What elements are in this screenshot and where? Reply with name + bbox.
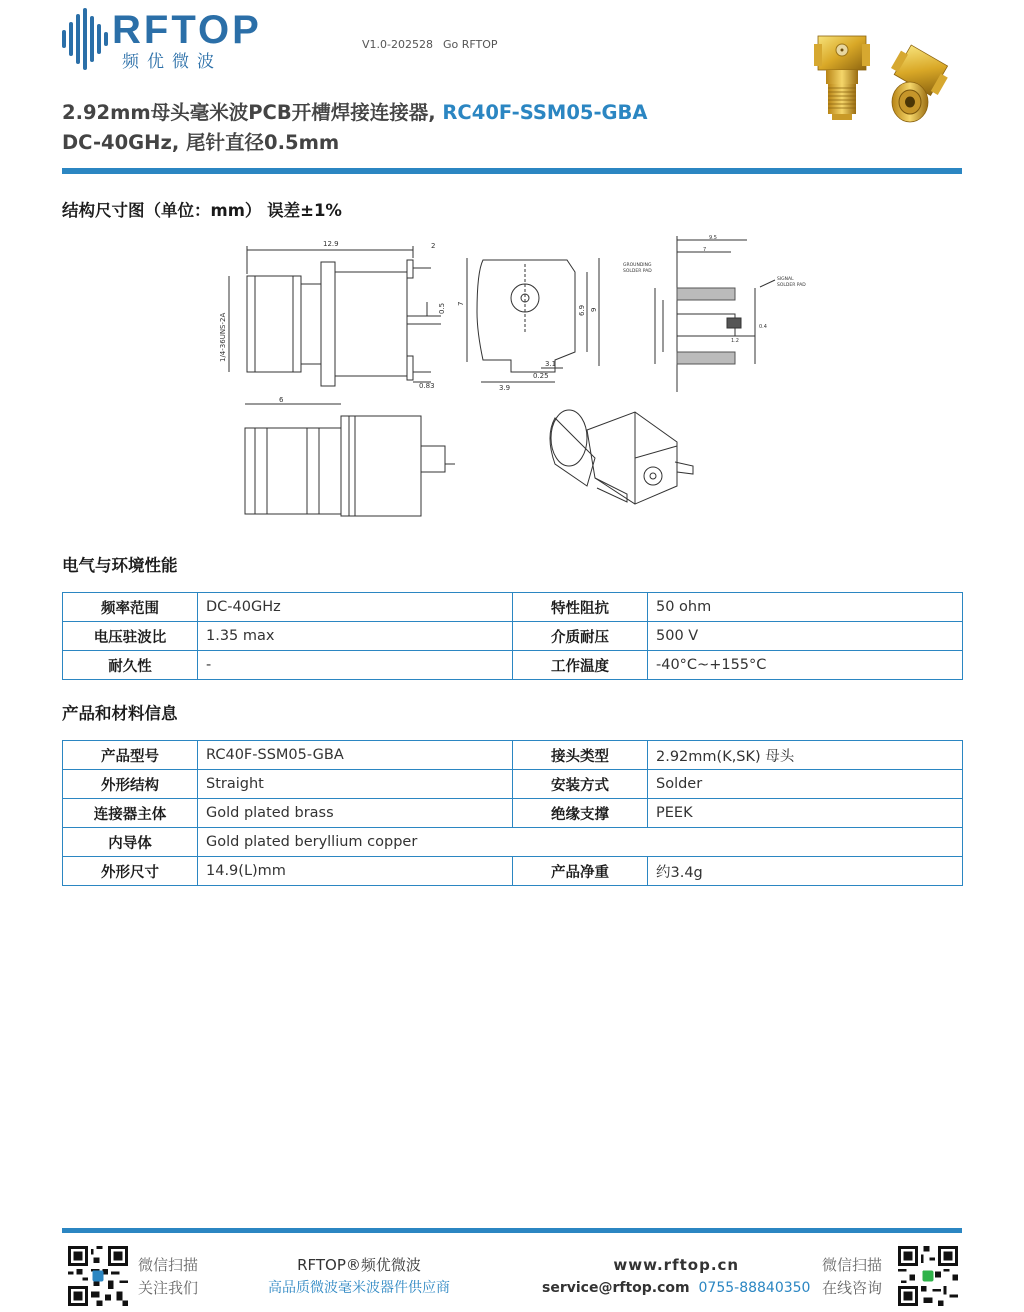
dim-6: 6 <box>279 396 284 404</box>
wechat-scan-label: 微信扫描 <box>138 1256 199 1274</box>
dim-1-2: 1.2 <box>731 338 739 344</box>
version-number: V1.0-202528 <box>362 38 433 51</box>
table-key: 产品型号 <box>63 741 198 770</box>
table-key: 外形结构 <box>63 770 198 799</box>
electrical-section-title: 电气与环境性能 <box>62 556 178 575</box>
isometric-drawing <box>550 410 693 504</box>
table-key: 外形尺寸 <box>63 857 198 886</box>
table-key: 连接器主体 <box>63 799 198 828</box>
table-key: 耐久性 <box>63 651 198 680</box>
table-key: 工作温度 <box>513 651 648 680</box>
logo-subtitle: 频优微波 <box>122 52 222 72</box>
table-value: Gold plated brass <box>198 799 513 828</box>
rftop-logo <box>62 2 272 74</box>
phone-number: 0755-88840350 <box>698 1280 811 1296</box>
table-value: 500 V <box>648 622 963 651</box>
dim-0-5: 0.5 <box>438 302 446 314</box>
table-value: 2.92mm(K,SK) 母头 <box>648 741 963 770</box>
dimension-drawings <box>215 232 815 522</box>
table-value: Gold plated beryllium copper <box>198 828 963 857</box>
product-model: RC40F-SSM05-GBA <box>442 101 648 124</box>
electrical-table <box>62 592 963 680</box>
footer-follow <box>138 1254 198 1300</box>
table-key: 产品净重 <box>513 857 648 886</box>
footer-divider <box>62 1228 962 1233</box>
side-view-drawing <box>229 246 441 386</box>
email-link[interactable]: service@rftop.com <box>542 1280 690 1296</box>
front-view-drawing <box>467 258 599 382</box>
dim-6-9: 6.9 <box>578 304 586 316</box>
table-value: PEEK <box>648 799 963 828</box>
table-value: 14.9(L)mm <box>198 857 513 886</box>
table-value: Solder <box>648 770 963 799</box>
product-section-title: 产品和材料信息 <box>62 704 178 723</box>
label-grounding: GROUNDING <box>623 263 652 268</box>
product-title <box>62 97 648 125</box>
dim-0-25: 0.25 <box>533 372 549 380</box>
table-row <box>63 651 963 680</box>
table-value: 1.35 max <box>198 622 513 651</box>
table-key: 接头类型 <box>513 741 648 770</box>
version-info <box>362 38 508 51</box>
table-row <box>63 622 963 651</box>
table-row <box>63 593 963 622</box>
table-row <box>63 857 963 886</box>
page-footer <box>62 1240 962 1310</box>
footer-consult <box>822 1254 882 1300</box>
table-key: 频率范围 <box>63 593 198 622</box>
label-signal-pad: SOLDER PAD <box>777 283 806 288</box>
table-key: 电压驻波比 <box>63 622 198 651</box>
label-grounding-pad: SOLDER PAD <box>623 269 652 274</box>
table-value: -40°C~+155°C <box>648 651 963 680</box>
dim-3-9: 3.9 <box>499 384 511 392</box>
wechat-qr-code <box>68 1246 128 1306</box>
logo-wave-icon <box>62 8 110 70</box>
header-divider <box>62 168 962 174</box>
dim-9-5: 9.5 <box>709 235 717 241</box>
company-name: RFTOP®频优微波 <box>297 1256 421 1274</box>
table-key: 特性阻抗 <box>513 593 648 622</box>
table-row <box>63 770 963 799</box>
dim-2: 2 <box>431 242 436 250</box>
table-value: DC-40GHz <box>198 593 513 622</box>
table-value: Straight <box>198 770 513 799</box>
dim-0-4: 0.4 <box>759 324 767 330</box>
website-link[interactable]: www.rftop.cn <box>613 1256 740 1274</box>
dim-7b: 7 <box>703 247 707 253</box>
label-signal: SIGNAL <box>777 277 794 282</box>
follow-us-label: 关注我们 <box>138 1279 199 1297</box>
product-photo <box>810 30 960 130</box>
dim-3-1: 3.1 <box>545 360 557 368</box>
table-key: 介质耐压 <box>513 622 648 651</box>
table-value: 50 ohm <box>648 593 963 622</box>
table-row <box>63 741 963 770</box>
pcb-footprint-drawing <box>655 236 775 392</box>
table-value: - <box>198 651 513 680</box>
online-consult-label: 在线咨询 <box>822 1279 883 1297</box>
consult-qr-code <box>898 1246 958 1306</box>
logo-text: RFTOP <box>112 8 262 52</box>
wechat-scan-label-2: 微信扫描 <box>822 1256 883 1274</box>
table-value: RC40F-SSM05-GBA <box>198 741 513 770</box>
footer-company <box>268 1254 450 1300</box>
table-row <box>63 828 963 857</box>
dim-9: 9 <box>590 307 598 312</box>
drawing-section-title: 结构尺寸图（单位：mm） 误差±1% <box>62 201 342 220</box>
dim-12-9: 12.9 <box>323 240 339 248</box>
product-subtitle: DC-40GHz, 尾针直径0.5mm <box>62 131 340 154</box>
product-table <box>62 740 963 886</box>
dim-thread: 1/4-36UNS-2A <box>219 312 227 362</box>
product-title-main: 2.92mm母头毫米波PCB开槽焊接连接器, <box>62 101 443 124</box>
brand-tag: Go RFTOP <box>442 38 498 51</box>
page-header <box>62 0 962 170</box>
table-key: 安装方式 <box>513 770 648 799</box>
table-key: 内导体 <box>63 828 198 857</box>
dim-7: 7 <box>457 301 465 306</box>
table-value: 约3.4g <box>648 857 963 886</box>
table-key: 绝缘支撑 <box>513 799 648 828</box>
dim-0-83: 0.83 <box>419 382 435 390</box>
bottom-view-drawing <box>245 404 455 516</box>
footer-contact <box>542 1254 810 1300</box>
table-row <box>63 799 963 828</box>
company-slogan: 高品质微波毫米波器件供应商 <box>268 1280 450 1296</box>
